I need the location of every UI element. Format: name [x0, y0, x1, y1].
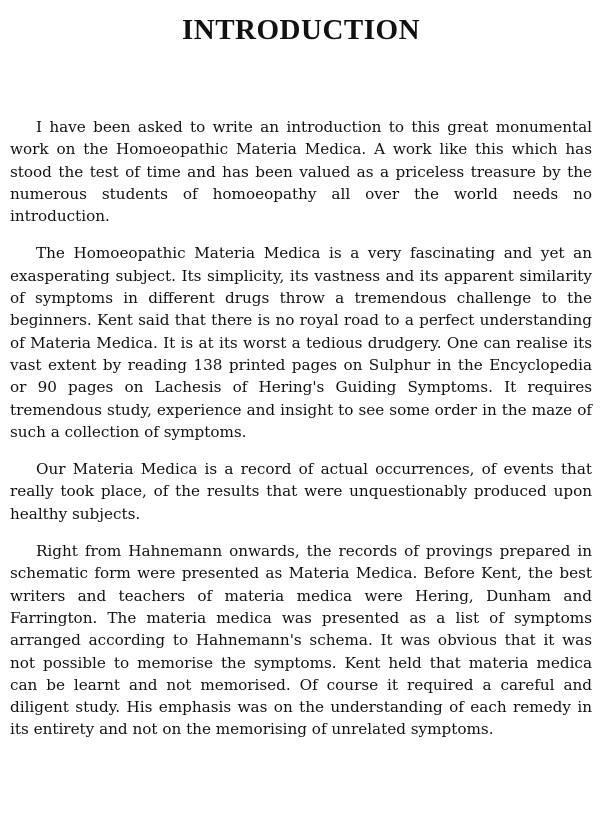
paragraph-2: The Homoeopathic Materia Medica is a very fascinating and yet an exasperating subject. Its simplicity, its vastness and its apparent similarity of symptoms in different drugs throw a tremendous challenge to the beginners. Kent said that there is no royal road to a perfect understanding of Materia Medica. It is at its worst a tedious drudgery. One can realise its vast extent by reading 138 printed pages on Sulphur in the Encyclopedia or 90 pages on Lachesis of Hering's Guiding Symptoms. It requires tremendous study, experience and insight to see some order in the maze of such a collection of symptoms.: [10, 244, 592, 441]
paragraph-4: Right from Hahnemann onwards, the records of provings prepared in schematic form were presented as Materia Medica. Before Kent, the best writers and teachers of materia medica were Hering, Dunham and Farrington. The materia medica was presented as a list of symptoms arranged according to Hahnemann's schema. It was obvious that it was not possible to memorise the symptoms. Kent held that materia medica can be learnt and not memorised. Of course it required a careful and diligent study. His emphasis was on the understanding of each remedy in its entirety and not on the memorising of unrelated symptoms.: [10, 542, 592, 739]
paragraph-3: Our Materia Medica is a record of actual occurrences, of events that really took place, of the results that were unquestionably produced upon healthy subjects.: [10, 460, 592, 523]
page-title: INTRODUCTION: [181, 14, 421, 46]
document-body: [10, 116, 592, 741]
paragraph-1: I have been asked to write an introduction to this great monumental work on the Homoeopathic Materia Medica. A work like this which has stood the test of time and has been valued as a priceless treasure by the numerous students of homoeopathy all over the world needs no introduction.: [10, 118, 592, 226]
document-page: [10, 0, 592, 739]
